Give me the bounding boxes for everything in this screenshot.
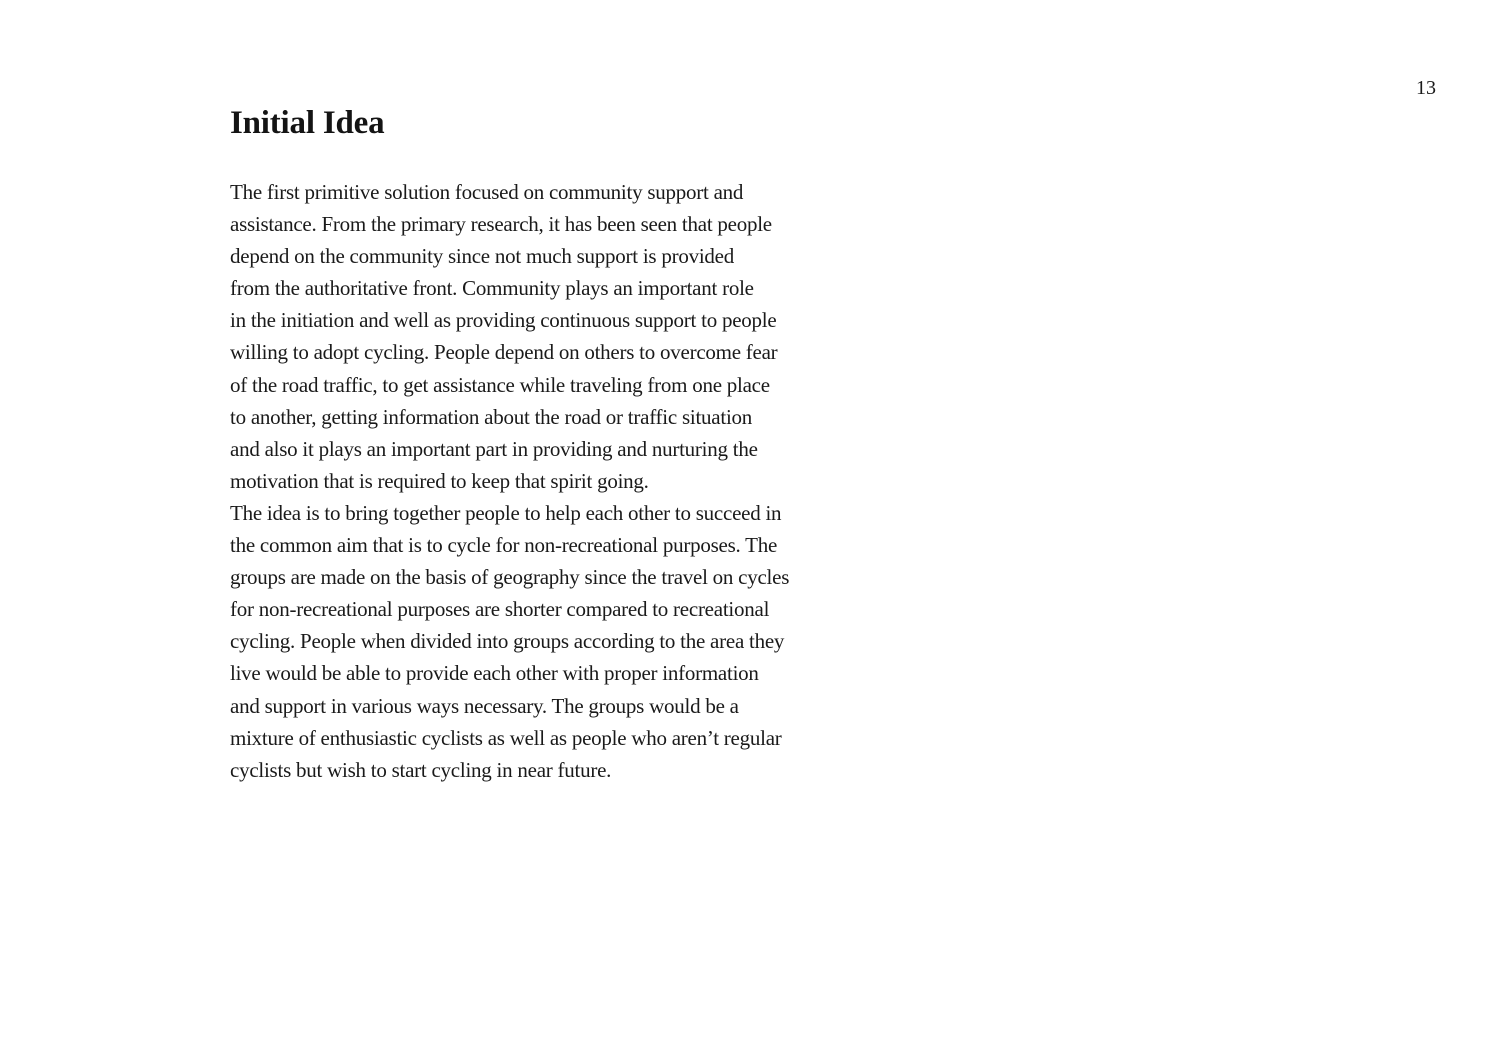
text-line: to another, getting information about the road or traffic situation (230, 404, 753, 429)
text-line: for non-recreational purposes are shorter compared to recreational (230, 597, 770, 622)
page-content (230, 100, 790, 786)
text-line: from the authoritative front. Community plays an important role (230, 276, 754, 301)
text-line: and support in various ways necessary. The groups would be a (230, 693, 739, 718)
page-number: 13 (1416, 77, 1436, 99)
text-line: cycling. People when divided into groups according to the area they (230, 629, 785, 654)
text-line: mixture of enthusiastic cyclists as well as people who aren’t regular (230, 725, 782, 750)
text-line: of the road traffic, to get assistance while traveling from one place (230, 372, 770, 397)
text-line: cyclists but wish to start cycling in near future. (230, 757, 612, 782)
text-line: live would be able to provide each other with proper information (230, 661, 759, 686)
text-line: groups are made on the basis of geography since the travel on cycles (230, 565, 790, 590)
text-line: the common aim that is to cycle for non-recreational purposes. The (230, 533, 778, 558)
body-text (230, 176, 790, 786)
text-line: assistance. From the primary research, it has been seen that people (230, 212, 772, 237)
text-line: willing to adopt cycling. People depend on others to overcome fear (230, 340, 778, 365)
text-line: motivation that is required to keep that spirit going. (230, 468, 649, 493)
paragraph-1 (230, 176, 790, 497)
text-line: The first primitive solution focused on community support and (230, 180, 744, 204)
text-line: depend on the community since not much support is provided (230, 244, 734, 269)
paragraph-2 (230, 497, 790, 786)
text-line: and also it plays an important part in providing and nurturing the (230, 436, 758, 461)
page-title: Initial Idea (230, 105, 385, 141)
text-line: The idea is to bring together people to help each other to succeed in (230, 500, 782, 525)
text-line: in the initiation and well as providing continuous support to people (230, 308, 777, 333)
